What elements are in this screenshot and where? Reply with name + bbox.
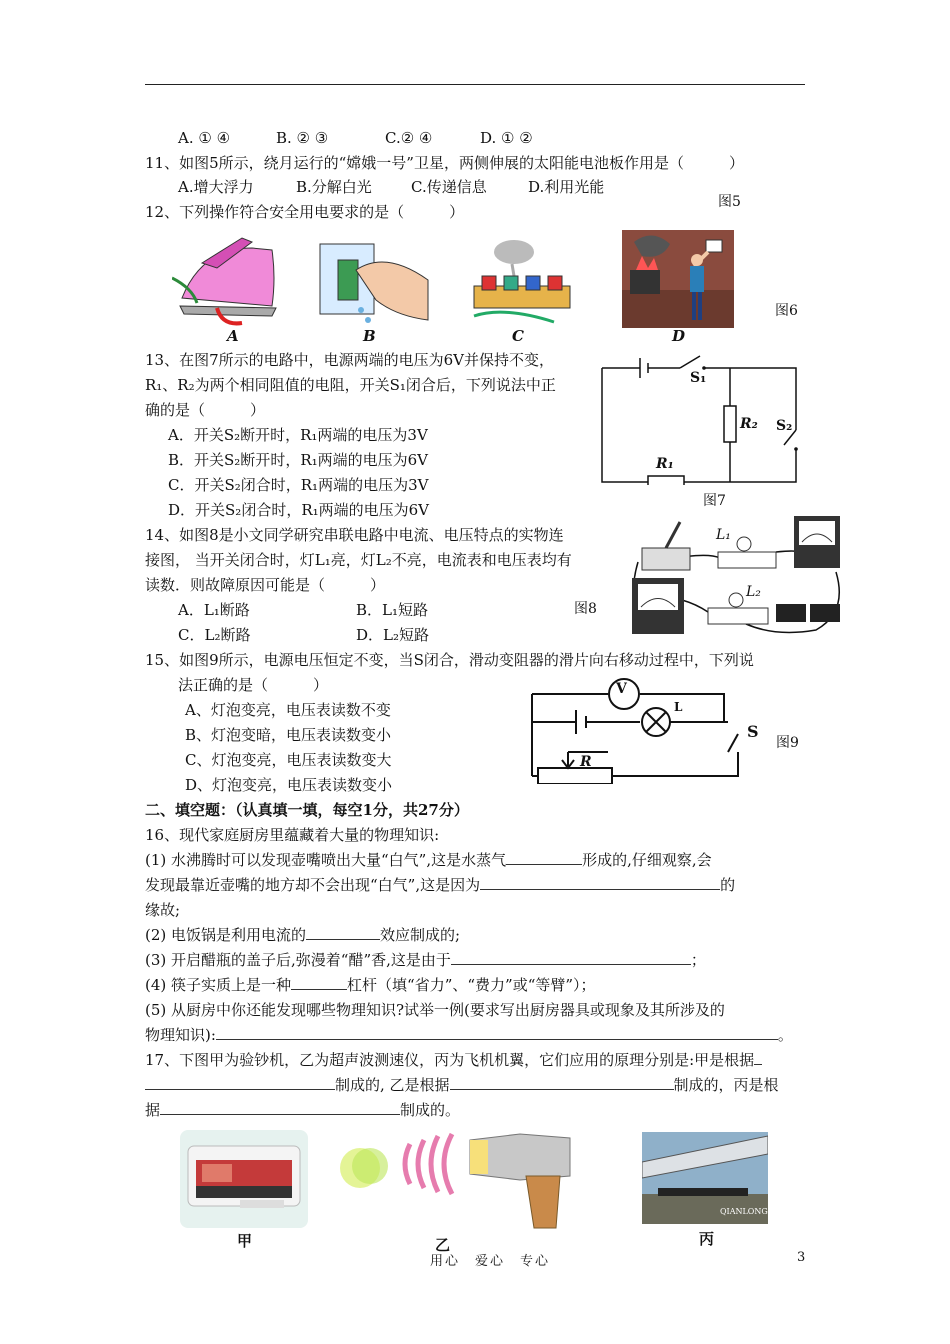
section2-title: 二、填空题：（认真填一填，每空1分，共27分） (145, 801, 469, 819)
q16-blank-3[interactable] (306, 925, 380, 940)
fig8-physical-circuit (626, 512, 848, 640)
q13-line-3: 确的是（ ） (145, 401, 266, 419)
q13-option-c: C．开关S₂闭合时，R₁两端的电压为3V (168, 476, 429, 494)
q15-line-1: 15、如图9所示，电源电压恒定不变，当S闭合，滑动变阻器的滑片向右移动过程中，下列说 (145, 651, 754, 669)
ultrasonic-speed-gun-illustration (320, 1130, 582, 1230)
q16-part5-line2: 物理知识): 。 (145, 1026, 793, 1044)
fig6-label-d: D (672, 327, 686, 345)
q14-option-c: C．L₂断路 (178, 626, 251, 644)
q13-option-b: B．开关S₂断开时，R₁两端的电压为6V (168, 451, 428, 469)
q13-option-d: D．开关S₂闭合时，R₁两端的电压为6V (168, 501, 429, 519)
q17-line-1: 17、下图甲为验钞机，乙为超声波测速仪，丙为飞机机翼，它们应用的原理分别是:甲是根据 (145, 1050, 762, 1070)
q16-part1-line1: (1) 水沸腾时可以发现壶嘴喷出大量“白气”,这是水蒸气 形成的,仔细观察,会 (145, 851, 712, 869)
fig9-l-label: L (674, 700, 683, 714)
q17-blank-1[interactable] (145, 1075, 335, 1090)
q14-line-1: 14、如图8是小文同学研究串联电路中电流、电压特点的实物连 (145, 526, 564, 544)
fig7-s2-label: S₂ (776, 418, 793, 434)
fig17-label-yi: 乙 (435, 1236, 451, 1254)
fig7-s1-label: S₁ (690, 370, 707, 386)
socket-hand-illustration (316, 240, 434, 328)
q16-stem: 16、现代家庭厨房里蕴藏着大量的物理知识: (145, 826, 440, 844)
q10-option-c: C.② ④ (385, 129, 433, 147)
fig9-caption: 图9 (776, 735, 799, 751)
fig6-label-b: B (363, 327, 376, 345)
fig17-label-jia: 甲 (237, 1232, 253, 1250)
fig17-label-bing: 丙 (699, 1230, 715, 1248)
fig5-caption: 图5 (718, 194, 741, 210)
q10-option-d: D. ① ② (480, 129, 533, 147)
q14-option-a: A．L₁断路 (178, 601, 250, 619)
fig9-v-label: V (616, 681, 627, 697)
q16-part1-line3: 缘故; (145, 901, 181, 919)
q15-option-b: B、灯泡变暗，电压表读数变小 (185, 726, 392, 744)
q16-blank-1[interactable] (506, 850, 582, 865)
q16-blank-6[interactable] (216, 1025, 778, 1040)
q17-line-3: 据 制成的。 (145, 1101, 461, 1119)
footer-motto: 用心 爱心 专心 (430, 1254, 551, 1269)
q16-part4: (4) 筷子实质上是一种 杠杆（填“省力”、“费力”或“等臂”）； (145, 976, 596, 994)
q13-option-a: A．开关S₂断开时，R₁两端的电压为3V (168, 426, 428, 444)
fire-scene-illustration (622, 230, 734, 328)
q11-option-b: B.分解白光 (296, 178, 372, 196)
banknote-detector-illustration (180, 1130, 308, 1228)
fig9-s-label: S (747, 722, 759, 741)
page-number: 3 (797, 1250, 806, 1265)
fig7-r2-label: R₂ (740, 416, 758, 432)
q10-option-b: B. ② ③ (276, 129, 329, 147)
q10-option-a: A. ① ④ (178, 129, 231, 147)
fig6-label-c: C (512, 327, 524, 345)
fig8-l2-label: L₂ (746, 584, 761, 600)
q14-line-2: 接图， 当开关闭合时，灯L₁亮，灯L₂不亮，电流表和电压表均有 (145, 551, 572, 569)
fig9-circuit-diagram (528, 676, 768, 784)
q16-part3: (3) 开启醋瓶的盖子后,弥漫着“醋”香,这是由于 ； (145, 951, 706, 969)
q16-blank-4[interactable] (451, 950, 691, 965)
q14-line-3: 读数．则故障原因可能是（ ） (145, 576, 386, 594)
fig6-caption: 图6 (775, 303, 798, 319)
fig8-caption: 图8 (574, 601, 597, 617)
q16-part2: (2) 电饭锅是利用电流的 效应制成的; (145, 926, 461, 944)
fig9-r-label: R (580, 754, 592, 770)
q16-part1-line2: 发现最靠近壶嘴的地方却不会出现“白气”,这是因为 的 (145, 876, 736, 894)
q13-line-2: R₁、R₂为两个相同阻值的电阻，开关S₁闭合后，下列说法中正 (145, 376, 556, 394)
q16-blank-2[interactable] (480, 875, 720, 890)
q16-part5-line1: (5) 从厨房中你还能发现哪些物理知识?试举一例(要求写出厨房器具或现象及其所涉及的 (145, 1001, 725, 1019)
q17-line-2: 制成的, 乙是根据 制成的，丙是根 (145, 1075, 779, 1095)
q14-option-b: B．L₁短路 (356, 601, 428, 619)
q11-stem: 11、如图5所示，绕月运行的“嫦娥一号”卫星，两侧伸展的太阳能电池板作用是（ ） (145, 154, 744, 172)
q11-option-a: A.增大浮力 (178, 178, 254, 196)
q16-blank-5[interactable] (291, 975, 347, 990)
q15-option-c: C、灯泡变亮，电压表读数变大 (185, 751, 392, 769)
q15-option-a: A、灯泡变亮，电压表读数不变 (185, 701, 391, 719)
iron-illustration (172, 228, 284, 328)
q13-line-1: 13、在图7所示的电路中，电源两端的电压为6V并保持不变， (145, 351, 555, 369)
q11-option-c: C.传递信息 (411, 178, 487, 196)
q15-line-2: 法正确的是（ ） (178, 676, 329, 694)
q17-blank-1a[interactable] (754, 1050, 762, 1065)
q14-option-d: D．L₂短路 (356, 626, 430, 644)
header-rule (145, 84, 805, 85)
fig8-l1-label: L₁ (716, 527, 731, 543)
overloaded-strip-illustration (464, 236, 580, 328)
q12-stem: 12、下列操作符合安全用电要求的是（ ） (145, 203, 465, 221)
fig7-r1-label: R₁ (656, 456, 674, 472)
q15-option-d: D、灯泡变亮，电压表读数变小 (185, 776, 393, 794)
fig6-label-a: A (227, 327, 239, 345)
q17-blank-2[interactable] (450, 1075, 674, 1090)
q11-option-d: D.利用光能 (528, 178, 605, 196)
fig7-caption: 图7 (703, 493, 726, 509)
q17-blank-3[interactable] (160, 1100, 400, 1115)
wing-watermark: QIANLONG (720, 1207, 768, 1216)
